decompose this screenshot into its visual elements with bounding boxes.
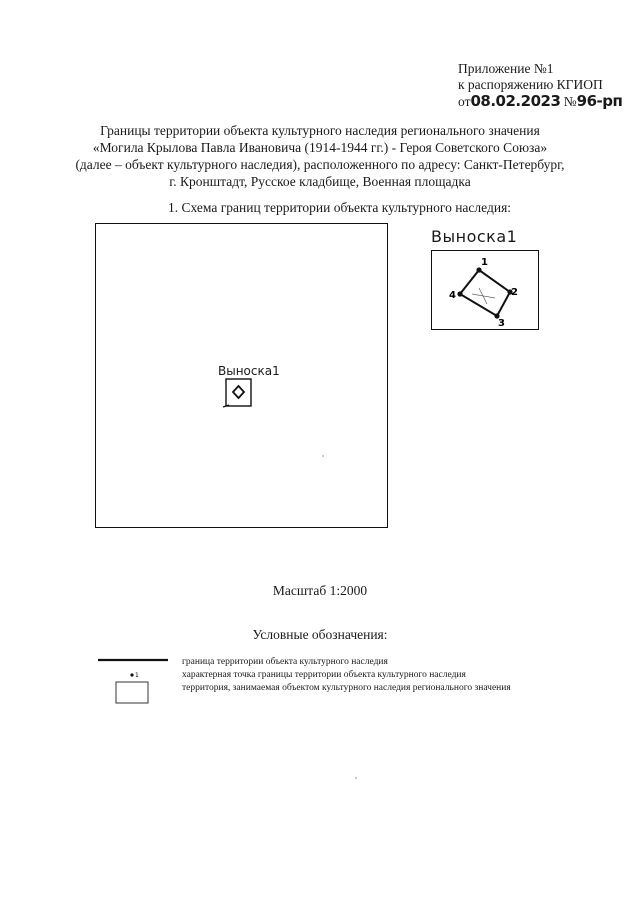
appendix-date: 08.02.2023 bbox=[470, 92, 561, 110]
map-speck bbox=[322, 455, 324, 457]
appendix-number-label: № bbox=[563, 94, 577, 109]
map-callout-label: Выноска1 bbox=[218, 364, 280, 378]
map-callout-box bbox=[226, 379, 251, 406]
appendix-line-3 bbox=[458, 93, 622, 110]
page-speck bbox=[355, 777, 357, 779]
boundary-label-4: 4 bbox=[449, 290, 456, 301]
boundary-label-1: 1 bbox=[481, 257, 488, 268]
map-scale: Масштаб 1:2000 bbox=[272, 583, 368, 598]
section-heading: 1. Схема границ территории объекта культурного наследия: bbox=[168, 200, 512, 215]
document-title bbox=[0, 122, 640, 190]
boundary-point-4 bbox=[457, 291, 462, 296]
legend-item-point: характерная точка границы территории объекта культурного наследия bbox=[182, 670, 466, 680]
legend-point-symbol bbox=[130, 673, 133, 676]
boundary-point-1 bbox=[476, 267, 481, 272]
appendix-date-prefix: от bbox=[458, 94, 471, 109]
boundary-label-3: 3 bbox=[498, 318, 505, 329]
title-line-4: г. Кронштадт, Русское кладбище, Военная площадка bbox=[169, 174, 471, 189]
legend-territory-symbol bbox=[116, 682, 148, 703]
appendix-number: 96-рп bbox=[576, 92, 623, 110]
map-callout-marker bbox=[220, 376, 260, 412]
appendix-line-2: к распоряжению КГИОП bbox=[458, 77, 603, 92]
title-line-3: (далее – объект культурного наследия), расположенного по адресу: Санкт-Петербург, bbox=[75, 157, 565, 172]
legend-title: Условные обозначения: bbox=[252, 627, 388, 642]
legend-item-territory: территория, занимаемая объектом культурного наследия регионального значения bbox=[182, 683, 511, 693]
appendix-block bbox=[458, 61, 622, 110]
title-line-1: Границы территории объекта культурного наследия регионального значения bbox=[100, 123, 540, 138]
callout-boundary bbox=[460, 270, 510, 316]
appendix-line-1: Приложение №1 bbox=[458, 61, 554, 76]
legend-item-boundary: граница территории объекта культурного наследия bbox=[182, 657, 388, 667]
callout-title: Выноска1 bbox=[431, 227, 518, 246]
legend-point-label: 1 bbox=[135, 672, 139, 679]
boundary-label-2: 2 bbox=[511, 287, 518, 298]
callout-drawing bbox=[431, 250, 539, 330]
map-object-diamond bbox=[233, 386, 244, 398]
legend-symbols bbox=[96, 655, 172, 707]
title-line-2: «Могила Крылова Павла Ивановича (1914-1944 гг.) - Героя Советского Союза» bbox=[92, 140, 548, 155]
